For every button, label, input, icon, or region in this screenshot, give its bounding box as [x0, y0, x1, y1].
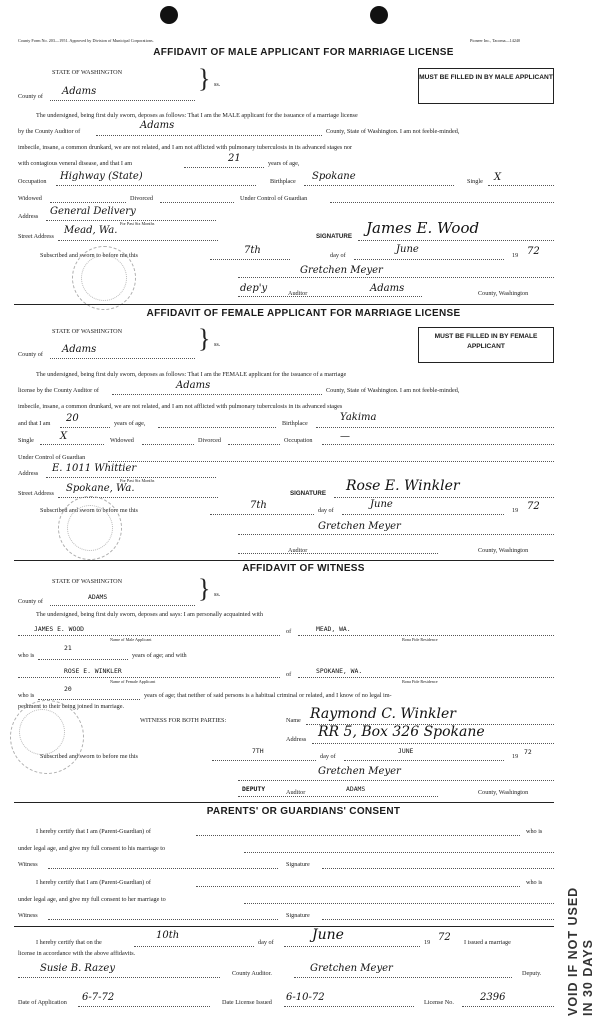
- male-subscribed: Subscribed and sworn to before me this: [40, 252, 138, 259]
- male-guardian-line: [330, 202, 554, 203]
- consent-line-2: under legal age, and give my full consent to his marriage to: [18, 845, 166, 852]
- license-year: 72: [438, 932, 451, 943]
- void-stamp-line-2: IN 30 DAYS: [581, 939, 595, 1016]
- void-stamp-line-1: VOID IF NOT USED: [566, 886, 580, 1016]
- witness-county-label: County of: [18, 598, 43, 605]
- male-guardian-label: Under Control of Guardian: [240, 195, 308, 202]
- female-day-of: day of: [318, 507, 334, 514]
- license-deputy-sig-line: [18, 977, 220, 978]
- male-single-mark: X: [494, 172, 502, 183]
- witness-para-1: The undersigned, being first duly sworn, deposes and says: I am personally acquainted with: [36, 611, 263, 618]
- male-day-of: day of: [330, 252, 346, 259]
- witness-year: 72: [524, 748, 532, 756]
- consent-line-3-fill: [196, 886, 520, 887]
- female-auditor-line: [238, 553, 438, 554]
- form-number: County Form No. 203—1951. Approved by Division of Municipal Corporations.: [18, 38, 154, 43]
- witness-female-residence: SPOKANE, WA.: [316, 667, 363, 675]
- male-state: STATE OF WASHINGTON: [52, 69, 123, 76]
- male-county-label: County of: [18, 93, 43, 100]
- male-address: General Delivery: [50, 206, 136, 217]
- consent-signature-1-line: [322, 868, 554, 869]
- female-clerk-line: [238, 534, 554, 535]
- witness-day-line: [212, 760, 316, 761]
- female-street: Spokane, Wa.: [66, 483, 135, 494]
- witness-of-1: of: [286, 628, 292, 635]
- witness-male-residence-line: [298, 635, 554, 636]
- male-single-line: [488, 185, 554, 186]
- male-auditor-line: [238, 296, 422, 297]
- consent-witness-1-line: [48, 868, 278, 869]
- female-age-line: [60, 427, 110, 428]
- consent-section-title: PARENTS' OR GUARDIANS' CONSENT: [206, 806, 401, 817]
- female-widowed-line: [142, 444, 194, 445]
- consent-who-is-2: who is: [526, 879, 543, 886]
- license-date-issued: 6-10-72: [286, 992, 325, 1003]
- witness-clerk-sig: Gretchen Meyer: [318, 766, 401, 777]
- witness-month-line: [344, 760, 504, 761]
- female-occupation: —: [340, 431, 350, 442]
- female-guardian-line: [108, 461, 554, 462]
- witness-female-age: 20: [64, 685, 72, 693]
- license-day-line: [134, 946, 254, 947]
- male-divorced-line: [160, 202, 234, 203]
- female-divorced-line: [228, 444, 280, 445]
- male-age-line: [184, 167, 264, 168]
- license-date-app: 6-7-72: [82, 992, 115, 1003]
- consent-witness-2: Witness: [18, 912, 38, 919]
- female-signature-label: SIGNATURE: [290, 490, 326, 497]
- consent-who-is-1: who is: [526, 828, 543, 835]
- witness-brace: }: [198, 574, 211, 603]
- female-year: 72: [527, 501, 540, 512]
- male-occupation: Highway (State): [60, 171, 143, 182]
- license-no: 2396: [480, 992, 506, 1003]
- male-signature-label: SIGNATURE: [316, 233, 352, 240]
- female-address: E. 1011 Whittier: [52, 463, 137, 474]
- license-no-line: [462, 1006, 554, 1007]
- male-para-4: imbecile, insane, a common drunkard, we are not related, and I am not afflicted with pulmonary tuberculosis in its advanced stages nor: [18, 144, 353, 151]
- witness-female-name-line: [18, 677, 280, 678]
- witness-section-title: AFFIDAVIT OF WITNESS: [242, 563, 365, 574]
- female-para-2: license by the County Auditor of: [18, 387, 99, 394]
- printer-credit: Pioneer Inc., Tacoma—14240: [470, 38, 521, 43]
- male-auditor-county: Adams: [140, 120, 175, 131]
- witness-address-label: Address: [286, 736, 307, 743]
- female-auditor-seal: [58, 496, 122, 560]
- license-auditor-sig-line: [294, 977, 512, 978]
- male-ss: ss.: [214, 81, 221, 88]
- male-birthplace: Spokane: [312, 171, 356, 182]
- female-year-prefix: 19: [512, 507, 519, 514]
- punch-hole-left: [160, 6, 178, 24]
- male-auditor-seal: [72, 246, 136, 310]
- consent-line-3: I hereby certify that I am (Parent-Guardian) of: [36, 879, 151, 886]
- female-birthplace-label: Birthplace: [282, 420, 308, 427]
- female-clerk-sig: Gretchen Meyer: [318, 521, 401, 532]
- male-year-prefix: 19: [512, 252, 519, 259]
- witness-for-both-label: WITNESS FOR BOTH PARTIES:: [140, 717, 227, 724]
- license-no-label: License No.: [424, 999, 454, 1006]
- male-county-value: Adams: [62, 86, 97, 97]
- witness-male-name-label: Name of Male Applicant: [110, 637, 152, 642]
- female-street-label: Street Address: [18, 490, 54, 497]
- male-widowed-line: [50, 202, 126, 203]
- witness-female-name: ROSE E. WINKLER: [64, 667, 122, 675]
- male-day-line: [210, 259, 290, 260]
- male-depty: dep'y: [240, 283, 268, 294]
- male-para-2: by the County Auditor of: [18, 128, 81, 135]
- female-single-mark: X: [60, 431, 68, 442]
- license-date-issued-label: Date License Issued: [222, 999, 272, 1006]
- female-para-4: imbecile, insane, a common drunkard, we are not related, and I am not afflicted with pulmonary tuberculosis in its advanced stages: [18, 403, 343, 410]
- male-para-1: The undersigned, being first duly sworn, deposes as follows: That I am the MALE applicant for the issuance of a marriage license: [36, 112, 358, 119]
- witness-address: RR 5, Box 326 Spokane: [318, 724, 485, 740]
- female-divorced-label: Divorced: [198, 437, 222, 444]
- female-occupation-label: Occupation: [284, 437, 313, 444]
- female-must-fill-box: MUST BE FILLED IN BY FEMALE APPLICANT: [418, 327, 554, 363]
- witness-years-neither: years of age; that neither of said persons is a habitual criminal or related, and I know of no legal im-: [144, 692, 392, 699]
- consent-line-1: I hereby certify that I am (Parent-Guardian) of: [36, 828, 151, 835]
- female-auditor-county: Adams: [176, 380, 211, 391]
- license-certify-a: I hereby certify that on the: [36, 939, 102, 946]
- consent-signature-2: Signature: [286, 912, 310, 919]
- male-para-6: years of age,: [268, 160, 300, 167]
- female-subscribed: Subscribed and sworn to before me this: [40, 507, 138, 514]
- female-age: 20: [66, 413, 79, 424]
- consent-line-1-fill: [196, 835, 520, 836]
- female-brace: }: [198, 324, 211, 353]
- male-must-fill-box: MUST BE FILLED IN BY MALE APPLICANT: [418, 68, 554, 104]
- consent-witness-1: Witness: [18, 861, 38, 868]
- female-para-5: and that I am: [18, 420, 51, 427]
- female-occupation-line: [322, 444, 554, 445]
- witness-years-and-with: years of age; and with: [132, 652, 187, 659]
- witness-day: 7TH: [252, 747, 264, 755]
- male-year: 72: [527, 246, 540, 257]
- consent-line-4-fill: [244, 903, 554, 904]
- consent-witness-2-line: [48, 919, 278, 920]
- consent-line-4: under legal age, and give my full consent to her marriage to: [18, 896, 166, 903]
- male-birthplace-label: Birthplace: [270, 178, 296, 185]
- license-auditor-sig: Gretchen Meyer: [310, 963, 393, 974]
- witness-auditor-county: ADAMS: [346, 785, 366, 793]
- female-widowed-label: Widowed: [110, 437, 134, 444]
- female-state: STATE OF WASHINGTON: [52, 328, 123, 335]
- license-day: 10th: [156, 930, 180, 941]
- witness-deputy: DEPUTY: [242, 785, 266, 793]
- female-county-wash: County, Washington: [478, 547, 529, 554]
- male-occupation-label: Occupation: [18, 178, 47, 185]
- female-address-label: Address: [18, 470, 39, 477]
- male-section-title: AFFIDAVIT OF MALE APPLICANT FOR MARRIAGE LICENSE: [153, 47, 454, 58]
- male-auditor-label: Auditor: [288, 290, 308, 297]
- witness-auditor-label: Auditor: [286, 789, 306, 796]
- witness-address-line: [312, 743, 554, 744]
- female-single-label: Single: [18, 437, 34, 444]
- female-birthplace-line: [316, 427, 554, 428]
- male-clerk-line: [238, 277, 554, 278]
- license-issued: I issued a marriage: [464, 939, 511, 946]
- license-certify-b: license in accordance with the above affidavits.: [18, 950, 136, 957]
- license-date-app-line: [78, 1006, 210, 1007]
- male-auditor-county-line: [96, 135, 322, 136]
- male-para-5: with contagious veneral disease, and that I am: [18, 160, 133, 167]
- female-age-tail-line: [158, 427, 276, 428]
- male-county-wash: County, Washington: [478, 290, 529, 297]
- witness-county-line: [50, 605, 195, 606]
- witness-who-is-1: who is: [18, 652, 35, 659]
- male-clerk-sig: Gretchen Meyer: [300, 265, 383, 276]
- female-signature: Rose E. Winkler: [346, 478, 460, 494]
- female-auditor-county-line: [112, 394, 322, 395]
- witness-name-label: Name: [286, 717, 301, 724]
- witness-male-name: JAMES E. WOOD: [34, 625, 85, 633]
- void-stamp: [566, 856, 596, 1016]
- female-para-6: years of age,: [114, 420, 146, 427]
- male-age: 21: [228, 153, 241, 164]
- witness-bona-fide-1: Bona Fide Residence: [402, 637, 438, 642]
- female-six-months-note: For Past Six Months: [120, 478, 155, 483]
- female-county-line: [50, 358, 195, 359]
- witness-who-is-2: who is: [18, 692, 35, 699]
- male-day: 7th: [244, 245, 261, 256]
- male-divorced-label: Divorced: [130, 195, 154, 202]
- witness-male-age: 21: [64, 644, 72, 652]
- witness-male-age-line: [38, 659, 128, 660]
- male-para-3: County, State of Washington. I am not feeble-minded,: [326, 128, 460, 135]
- female-guardian-label: Under Control of Guardian: [18, 454, 86, 461]
- female-month-line: [342, 514, 504, 515]
- license-month-line: [284, 946, 420, 947]
- female-day: 7th: [250, 500, 267, 511]
- male-street-line: [58, 240, 218, 241]
- consent-signature-2-line: [322, 919, 554, 920]
- witness-auditor-seal: [10, 700, 84, 774]
- male-signature-line: [358, 240, 554, 241]
- license-day-of: day of: [258, 939, 274, 946]
- rule-after-witness: [14, 802, 554, 803]
- witness-auditor-line: [238, 796, 438, 797]
- witness-county-value: ADAMS: [88, 593, 108, 601]
- witness-clerk-line: [238, 780, 554, 781]
- female-section-title: AFFIDAVIT OF FEMALE APPLICANT FOR MARRIAGE LICENSE: [146, 308, 461, 319]
- female-auditor-label: Auditor: [288, 547, 308, 554]
- female-county-label: County of: [18, 351, 43, 358]
- female-para-3: County, State of Washington. I am not feeble-minded,: [326, 387, 460, 394]
- consent-line-2-fill: [244, 852, 554, 853]
- punch-hole-right: [370, 6, 388, 24]
- male-month: June: [396, 244, 419, 255]
- witness-bona-fide-2: Bona Fide Residence: [402, 679, 438, 684]
- male-widowed-label: Widowed: [18, 195, 42, 202]
- male-street-label: Street Address: [18, 233, 54, 240]
- female-county-value: Adams: [62, 344, 97, 355]
- male-birthplace-line: [304, 185, 454, 186]
- female-signature-line: [334, 497, 554, 498]
- witness-state: STATE OF WASHINGTON: [52, 578, 123, 585]
- rule-after-male: [14, 304, 554, 305]
- male-county-line: [50, 100, 195, 101]
- license-county-auditor: County Auditor.: [232, 970, 272, 977]
- male-month-line: [354, 259, 504, 260]
- license-deputy-label: Deputy.: [522, 970, 542, 977]
- female-single-line: [40, 444, 104, 445]
- witness-day-of: day of: [320, 753, 336, 760]
- female-birthplace: Yakima: [340, 412, 377, 423]
- license-deputy-sig: Susie B. Razey: [40, 963, 115, 974]
- female-ss: ss.: [214, 341, 221, 348]
- witness-county-wash: County, Washington: [478, 789, 529, 796]
- witness-subscribed: Subscribed and sworn to before me this: [40, 753, 138, 760]
- male-occupation-line: [56, 185, 256, 186]
- male-auditor-county2: Adams: [370, 283, 405, 294]
- witness-month: JUNE: [398, 747, 414, 755]
- witness-name: Raymond C. Winkler: [310, 706, 456, 722]
- male-brace: }: [198, 64, 211, 93]
- witness-impediment: pediment to their being joined in marriage.: [18, 703, 125, 710]
- witness-female-residence-line: [298, 677, 554, 678]
- license-month: June: [312, 927, 344, 943]
- male-single-label: Single: [467, 178, 483, 185]
- rule-after-female: [14, 560, 554, 561]
- witness-of-2: of: [286, 671, 292, 678]
- female-day-line: [210, 514, 314, 515]
- male-street: Mead, Wa.: [64, 225, 118, 236]
- male-address-label: Address: [18, 213, 39, 220]
- witness-male-residence: MEAD, WA.: [316, 625, 351, 633]
- license-year-prefix: 19: [424, 939, 431, 946]
- female-para-1: The undersigned, being first duly sworn, deposes as follows: That I am the FEMALE applicant for the issuance of a marriage: [36, 371, 347, 378]
- rule-before-license: [14, 926, 554, 927]
- male-six-months-note: For Past Six Months: [120, 221, 155, 226]
- witness-male-name-line: [18, 635, 280, 636]
- witness-year-prefix: 19: [512, 753, 519, 760]
- license-date-app-label: Date of Application: [18, 999, 67, 1006]
- witness-female-name-label: Name of Female Applicant: [110, 679, 156, 684]
- license-date-issued-line: [284, 1006, 414, 1007]
- consent-signature-1: Signature: [286, 861, 310, 868]
- female-month: June: [370, 499, 393, 510]
- male-signature: James E. Wood: [366, 219, 480, 237]
- witness-ss: ss.: [214, 591, 221, 598]
